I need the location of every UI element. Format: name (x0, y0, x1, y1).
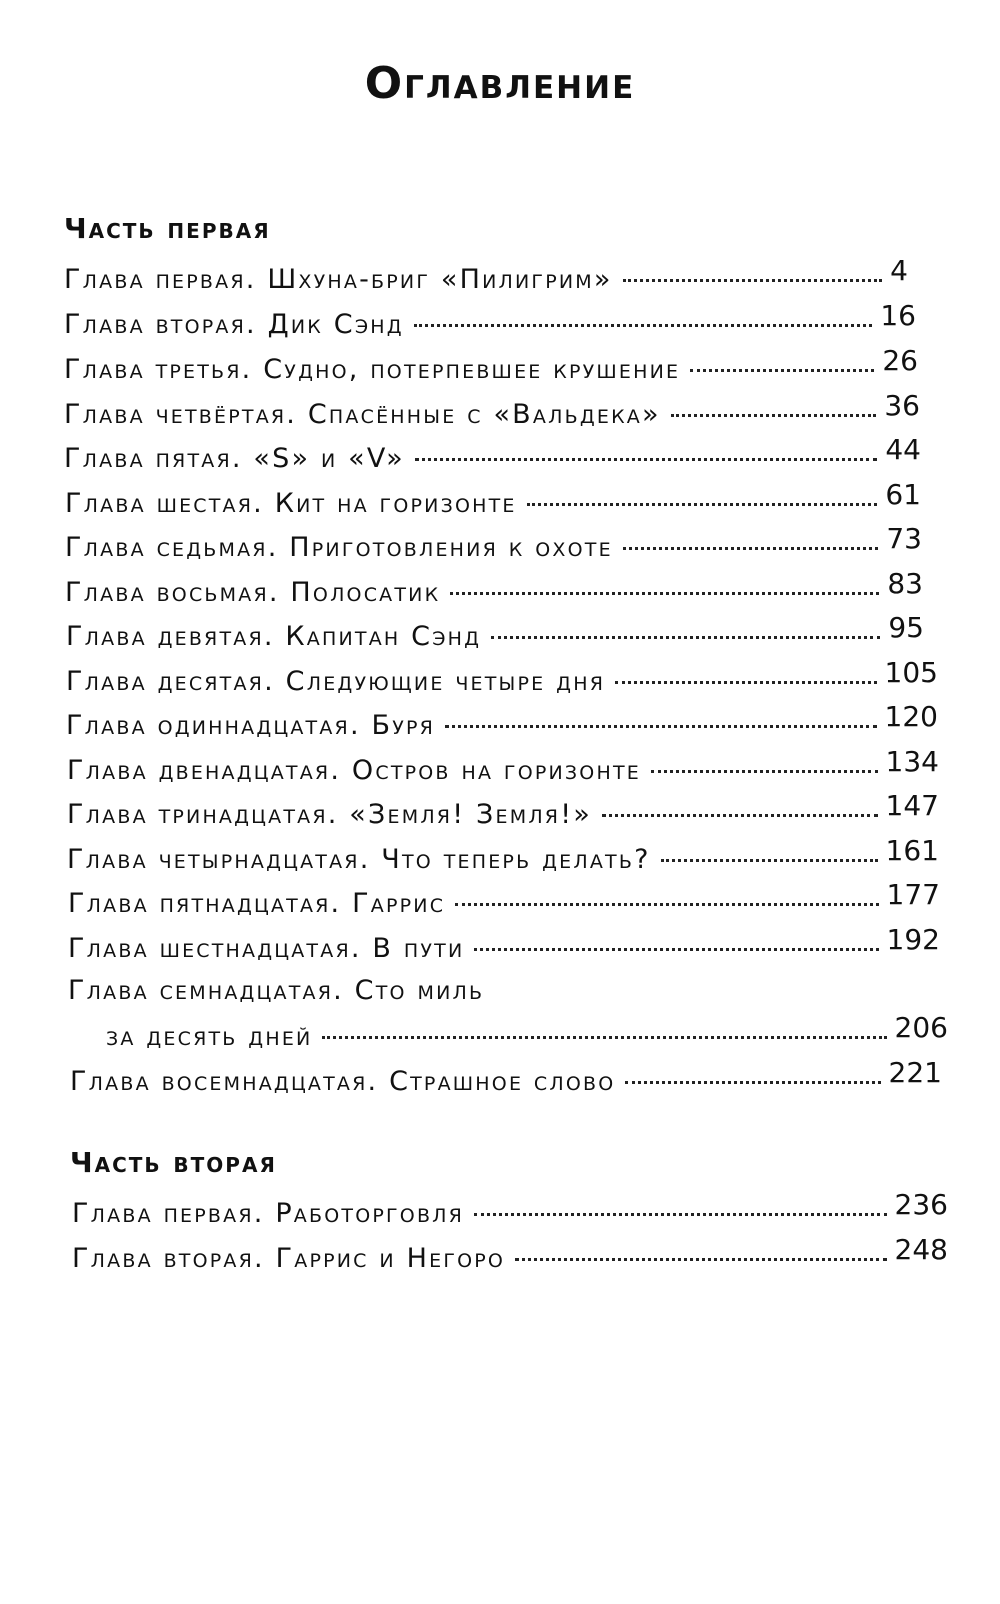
toc-entry[interactable] (70, 1056, 942, 1104)
dot-leader (625, 1081, 880, 1084)
toc-entry[interactable] (67, 834, 939, 882)
toc-entry-page: 73 (886, 522, 922, 555)
toc-entry[interactable] (65, 567, 923, 615)
dot-leader (623, 279, 883, 282)
toc-entry-page: 4 (890, 254, 908, 287)
toc-entry[interactable] (64, 389, 920, 437)
dot-leader (450, 592, 879, 595)
dot-leader (527, 503, 878, 506)
toc-entry-page: 44 (885, 433, 921, 466)
dot-leader (623, 547, 879, 550)
toc-entry-page: 120 (884, 700, 938, 733)
toc-entry-page: 192 (886, 923, 940, 956)
toc-entry-page: 36 (884, 389, 920, 422)
dot-leader (690, 369, 874, 372)
toc-entry-title: Глава шестнадцатая. В пути (68, 933, 465, 964)
toc-entry-title: Глава одиннадцатая. Буря (66, 710, 436, 741)
toc-entry-page: 83 (887, 567, 923, 600)
toc-entry-page: 134 (885, 745, 939, 778)
part-heading-2: Часть вторая (70, 1146, 277, 1179)
toc-entry-page: 95 (888, 611, 924, 644)
toc-entry-title: Глава вторая. Дик Сэнд (64, 309, 404, 340)
toc-entry-page: 26 (882, 344, 918, 377)
toc-entry[interactable] (64, 299, 916, 347)
toc-entry[interactable] (68, 923, 940, 971)
toc-entry-title: Глава седьмая. Приготовления к охоте (65, 532, 613, 563)
toc-entry[interactable] (67, 789, 939, 837)
toc-entry[interactable] (64, 433, 921, 481)
toc-entry-title: Глава семнадцатая. Сто миль (68, 975, 485, 1006)
toc-entry-page: 206 (894, 1011, 948, 1044)
dot-leader (322, 1036, 886, 1039)
toc-entry-title: Глава четвёртая. Спасённые с «Вальдека» (64, 399, 661, 430)
toc-entry[interactable] (65, 478, 921, 526)
dot-leader (445, 725, 876, 728)
toc-entry[interactable] (67, 745, 939, 793)
toc-entry-title: Глава первая. Работорговля (72, 1198, 465, 1229)
toc-entry-page: 61 (885, 478, 921, 511)
toc-entry-title: Глава восьмая. Полосатик (65, 577, 441, 608)
toc-entry[interactable] (64, 254, 908, 302)
toc-entry-title: Глава двенадцатая. Остров на горизонте (67, 755, 641, 786)
page-title: Оглавление (364, 58, 636, 109)
toc-entry[interactable] (72, 1233, 948, 1281)
dot-leader (414, 324, 873, 327)
toc-entry[interactable] (66, 611, 924, 659)
toc-entry-title: за десять дней (106, 1021, 313, 1052)
toc-entry[interactable] (68, 878, 940, 926)
dot-leader (615, 681, 876, 684)
dot-leader (474, 1213, 886, 1216)
toc-entry-page: 221 (888, 1056, 942, 1089)
dot-leader (491, 636, 880, 639)
toc-entry-page: 236 (894, 1188, 948, 1221)
toc-entry-page: 248 (894, 1233, 948, 1266)
toc-entry[interactable] (65, 522, 922, 570)
dot-leader (602, 814, 878, 817)
toc-entry-continuation[interactable] (106, 1011, 948, 1059)
toc-entry[interactable] (64, 344, 918, 392)
dot-leader (474, 948, 878, 951)
part-heading-1: Часть первая (64, 212, 271, 245)
toc-entry-title: Глава тринадцатая. «Земля! Земля!» (67, 799, 592, 830)
dot-leader (415, 458, 878, 461)
toc-entry-page: 147 (885, 789, 939, 822)
toc-entry[interactable] (66, 700, 938, 748)
dot-leader (661, 859, 878, 862)
toc-entry-title: Глава первая. Шхуна-бриг «Пилигрим» (64, 264, 613, 295)
toc-entry-title: Глава восемнадцатая. Страшное слово (70, 1066, 616, 1097)
toc-entry-page: 16 (880, 299, 916, 332)
toc-entry-title: Глава вторая. Гаррис и Негоро (72, 1243, 506, 1274)
toc-entry-title: Глава девятая. Капитан Сэнд (66, 621, 482, 652)
dot-leader (455, 903, 878, 906)
toc-entry-title: Глава десятая. Следующие четыре дня (66, 666, 606, 697)
dot-leader (651, 770, 878, 773)
dot-leader (515, 1258, 886, 1261)
toc-entry-page: 105 (884, 656, 938, 689)
toc-entry-title: Глава шестая. Кит на горизонте (65, 488, 517, 519)
toc-entry[interactable] (68, 975, 940, 1015)
toc-entry-page: 161 (885, 834, 939, 867)
dot-leader (671, 414, 877, 417)
toc-entry-title: Глава пятнадцатая. Гаррис (68, 888, 446, 919)
toc-entry[interactable] (66, 656, 938, 704)
toc-entry-title: Глава пятая. «S» и «V» (64, 443, 405, 474)
toc-entry-page: 177 (886, 878, 940, 911)
toc-entry[interactable] (72, 1188, 948, 1236)
toc-entry-title: Глава третья. Судно, потерпевшее крушение (64, 354, 681, 385)
toc-entry-title: Глава четырнадцатая. Что теперь делать? (67, 844, 651, 875)
